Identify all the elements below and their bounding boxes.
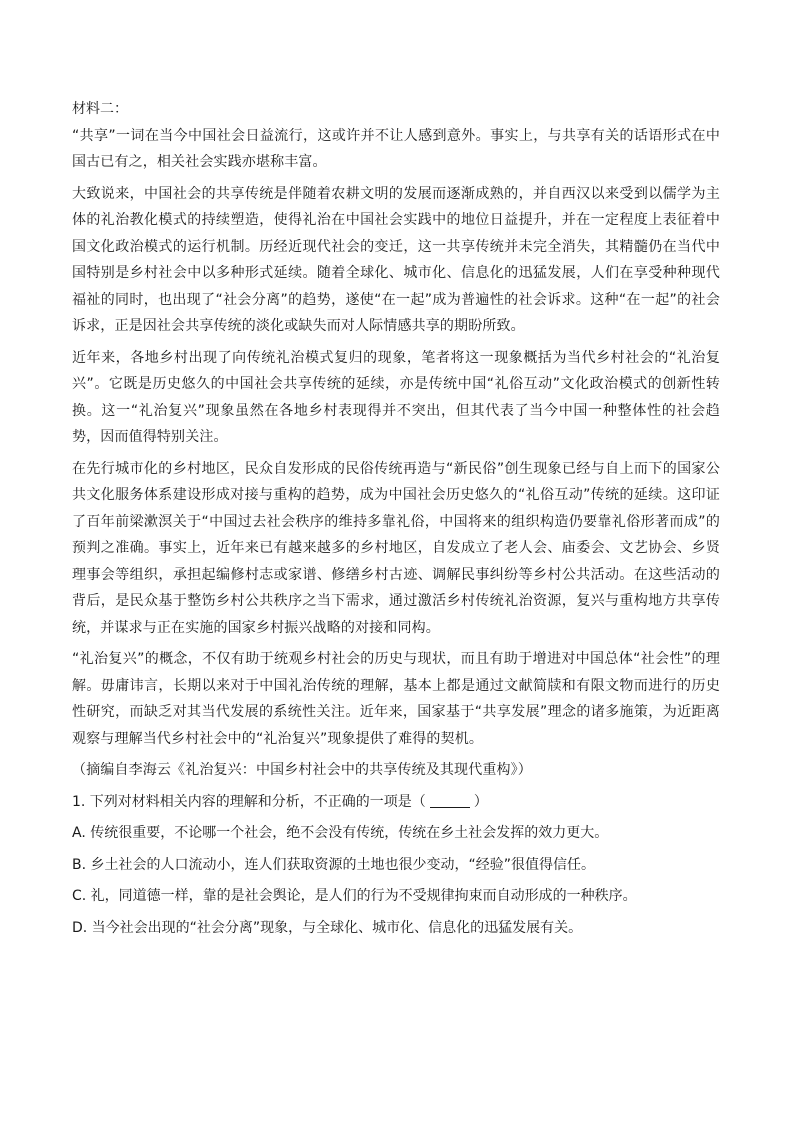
paragraph-3: 近年来，各地乡村出现了向传统礼治模式复归的现象，笔者将这一现象概括为当代乡村社会的“礼治复兴”。它既是历史悠久的中国社会共享传统的延续，亦是传统中国“礼俗互动”文化政治模式的创新性转换。这一“礼治复兴”现象虽然在各地乡村表现得并不突出，但其代表了当今中国一种整体性的社会趋势，因而值得特别关注。 (72, 349, 720, 445)
option-c: C. 礼，同道德一样，靠的是社会舆论，是人们的行为不受规律拘束而自动形成的一种秩序。 (72, 888, 637, 904)
paragraph-2: 大致说来，中国社会的共享传统是伴随着农耕文明的发展而逐渐成熟的，并自西汉以来受到以儒学为主体的礼治教化模式的持续塑造，使得礼治在中国社会实践中的地位日益提升，并在一定程度上表征着中国文化政治模式的运行机制。历经近现代社会的变迁，这一共享传统并未完全消失，其精髓仍在当代中国特别是乡村社会中以多种形式延续。随着全球化、城市化、信息化的迅猛发展，人们在享受种种现代福祉的同时，也出现了“社会分离”的趋势，遂使“在一起”成为普遍性的社会诉求。这种“在一起”的社会诉求，正是因社会共享传统的淡化或缺失而对人际情感共享的期盼所致。 (72, 185, 720, 334)
document-page (72, 96, 720, 941)
answer-blank[interactable] (430, 793, 470, 808)
paragraph-1: “共享”一词在当今中国社会日益流行，这或许并不让人感到意外。事实上，与共享有关的话语形式在中国古已有之，相关社会实践亦堪称丰富。 (72, 127, 720, 170)
question-stem-text: 1. 下列对材料相关内容的理解和分析，不正确的一项是（ (72, 793, 426, 810)
question-stem (72, 789, 720, 816)
option-d: D. 当今社会出现的“社会分离”现象，与全球化、城市化、信息化的迅猛发展有关。 (72, 919, 583, 936)
option-b: B. 乡土社会的人口流动小，连人们获取资源的土地也很少变动，“经验”很值得信任。 (72, 856, 596, 873)
material-heading: 材料二： (72, 101, 128, 117)
source-citation: （摘编自李海云《礼治复兴：中国乡村社会中的共享传统及其现代重构》） (72, 762, 532, 778)
option-a: A. 传统很重要，不论哪一个社会，绝不会没有传统，传统在乡土社会发挥的效力更大。 (72, 825, 609, 841)
question-stem-close: ） (473, 793, 488, 810)
paragraph-4: 在先行城市化的乡村地区，民众自发形成的民俗传统再造与“新民俗”创生现象已经与自上而下的国家公共文化服务体系建设形成对接与重构的趋势，成为中国社会历史悠久的“礼俗互动”传统的延续。这印证了百年前梁漱溟关于“中国过去社会秩序的维持多靠礼俗，中国将来的组织构造仍要靠礼俗形著而成”的预判之准确。事实上，近年来已有越来越多的乡村地区，自发成立了老人会、庙委会、文艺协会、乡贤理事会等组织，承担起编修村志或家谱、修缮乡村古迹、调解民事纠纷等乡村公共活动。在这些活动的背后，是民众基于整饬乡村公共秩序之当下需求，通过激活乡村传统礼治资源，复兴与重构地方共享传统，并谋求与正在实施的国家乡村振兴战略的对接和同构。 (72, 460, 720, 636)
paragraph-5: “礼治复兴”的概念，不仅有助于统观乡村社会的历史与现状，而且有助于增进对中国总体“社会性”的理解。毋庸讳言，长期以来对于中国礼治传统的理解，基本上都是通过文献简牍和有限文物而进行的历史性研究，而缺乏对其当代发展的系统性关注。近年来，国家基于“共享发展”理念的诸多施策，为近距离观察与理解当代乡村社会中的“礼治复兴”现象提供了难得的契机。 (72, 651, 720, 747)
